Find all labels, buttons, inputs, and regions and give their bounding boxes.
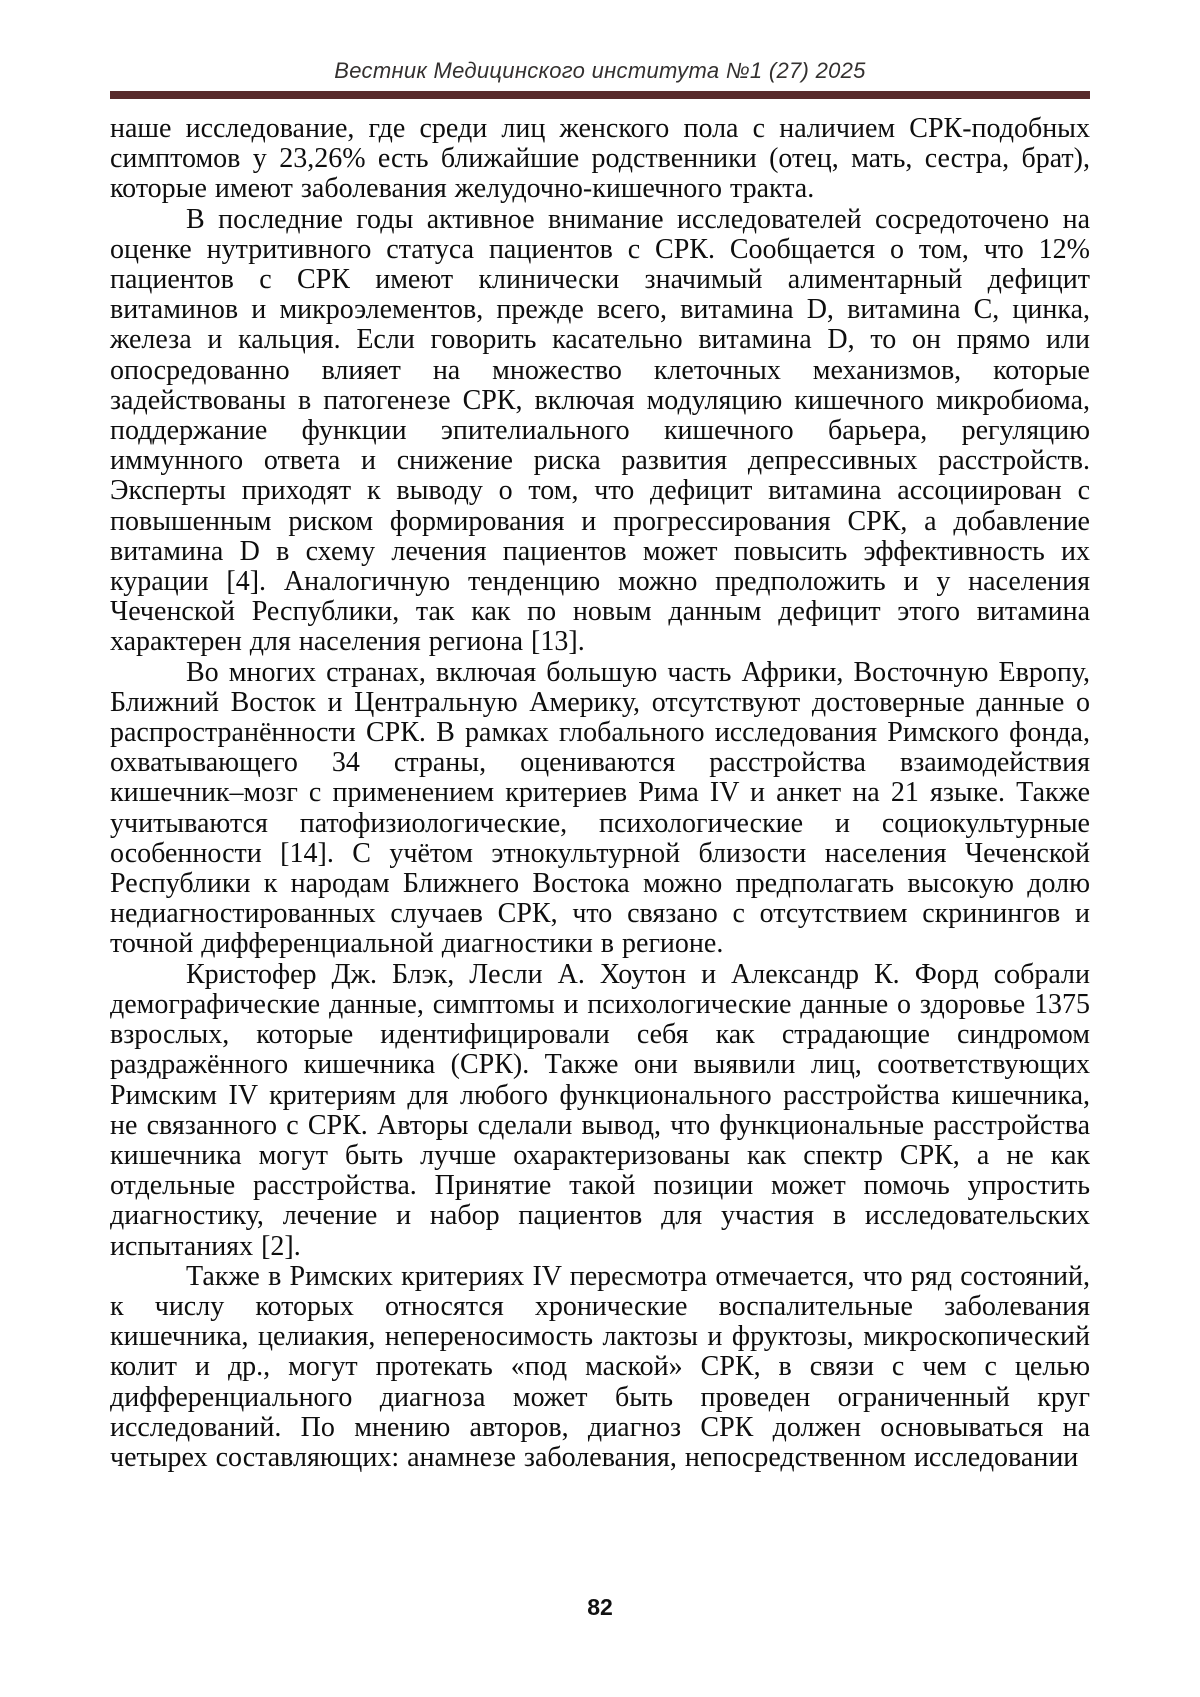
paragraph-nutritive-status: В последние годы активное внимание исследователей сосредоточено на оценке нутритивного статуса пациентов с СРК. Сообщается о том, что 12% пациентов с СРК имеют клинически значимый алиментарный дефицит витаминов и микроэлементов, прежде всего, витамина D, витамина C, цинка, железа и кальция. Если говорить касательно витамина D, то он прямо или опосредованно влияет на множество клеточных механизмов, которые задействованы в патогенезе СРК, включая модуляцию кишечного микробиома, поддержание функции эпителиального кишечного барьера, регуляцию иммунного ответа и снижение риска развития депрессивных расстройств. Эксперты приходят к выводу о том, что дефицит витамина ассоциирован с повышенным риском формирования и прогрессирования СРК, а добавление витамина D в схему лечения пациентов может повысить эффективность их курации [4]. Аналогичную тенденцию можно предположить и у населения Чеченской Республики, так как по новым данным дефицит этого витамина характерен для населения региона [13]. [110,203,1090,658]
page-header [0,0,1200,99]
paragraph-black-houghton-ford: Кристофер Дж. Блэк, Лесли А. Хоутон и Александр К. Форд собрали демографические данные, симптомы и психологические данные о здоровье 1375 взрослых, которые идентифицировали себя как страдающие синдромом раздражённого кишечника (СРК). Также они выявили лиц, соответствующих Римским IV критериям для любого функционального расстройства кишечника, не связанного с СРК. Авторы сделали вывод, что функциональные расстройства кишечника могут быть лучше охарактеризованы как спектр СРК, а не как отдельные расстройства. Принятие такой позиции может помочь упростить диагностику, лечение и набор пациентов для участия в исследовательских испытаниях [2]. [110,958,1090,1262]
page-number: 82 [587,1594,613,1620]
header-rule [110,91,1090,99]
journal-header-title: Вестник Медицинского института №1 (27) 2025 [334,58,866,83]
page-footer [0,1594,1200,1621]
paragraph-continuation: наше исследование, где среди лиц женского пола с наличием СРК-подобных симптомов у 23,26% есть ближайшие родственники (отец, мать, сестра, брат), которые имеют заболевания желудочно-кишечного тракта. [110,113,1090,205]
paragraph-global-study: Во многих странах, включая большую часть Африки, Восточную Европу, Ближний Восток и Центральную Америку, отсутствуют достоверные данные о распространённости СРК. В рамках глобального исследования Римского фонда, охватывающего 34 страны, оцениваются расстройства взаимодействия кишечник–мозг с применением критериев Рима IV и анкет на 21 языке. Также учитываются патофизиологические, психологические и социокультурные особенности [14]. С учётом этнокультурной близости населения Чеченской Республики к народам Ближнего Востока можно предполагать высокую долю недиагностированных случаев СРК, что связано с отсутствием скринингов и точной дифференциальной диагностики в регионе. [110,656,1090,960]
paragraph-rome-iv-criteria: Также в Римских критериях IV пересмотра отмечается, что ряд состояний, к числу которых относятся хронические воспалительные заболевания кишечника, целиакия, непереносимость лактозы и фруктозы, микроскопический колит и др., могут протекать «под маской» СРК, в связи с чем с целью дифференциального диагноза может быть проведен ограниченный круг исследований. По мнению авторов, диагноз СРК должен основываться на четырех составляющих: анамнезе заболевания, непосредственном исследовании [110,1260,1090,1473]
article-body [110,114,1090,1473]
